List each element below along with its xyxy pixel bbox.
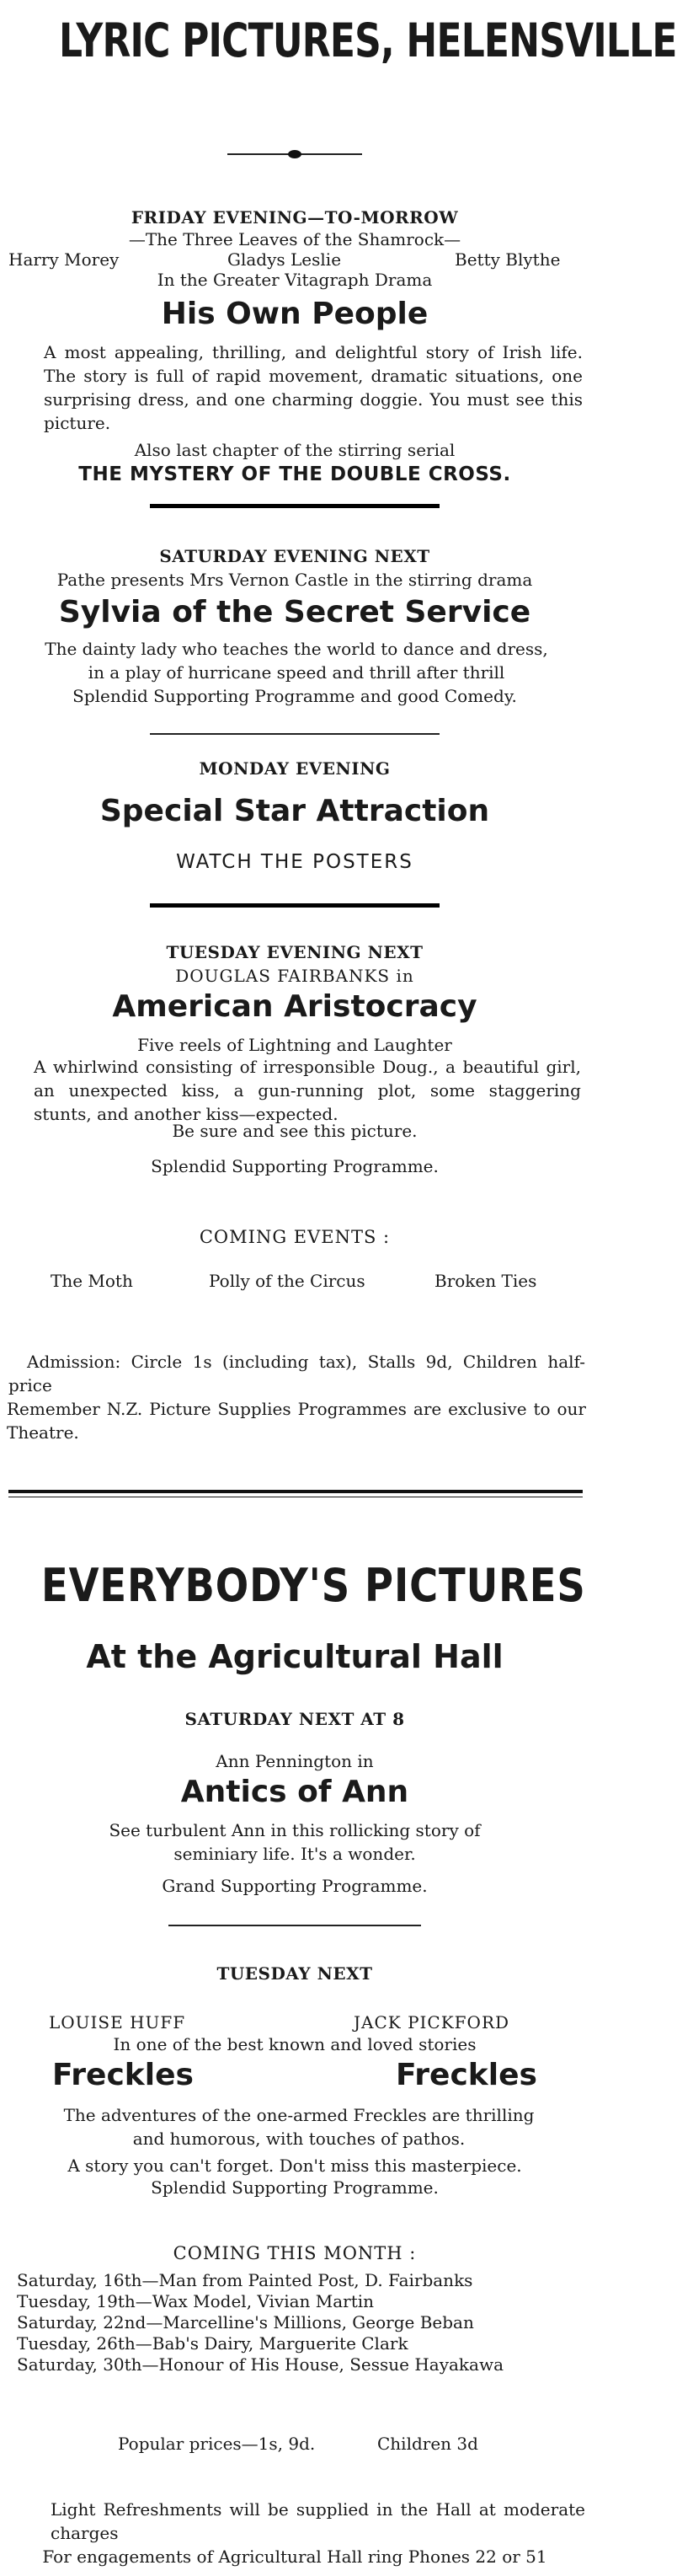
- tuesday-star: DOUGLAS FAIRBANKS in: [175, 966, 414, 986]
- phones-note: For engagements of Agricultural Hall ring Phones 22 or 51: [42, 2547, 547, 2567]
- ep-saturday-support: Grand Supporting Programme.: [162, 1876, 428, 1896]
- ep-saturday-star: Ann Pennington in: [216, 1751, 374, 1771]
- saturday-title: Sylvia of the Secret Service: [58, 595, 531, 629]
- programmes-note: Remember N.Z. Picture Supplies Programmes are exclusive to our Theatre.: [7, 1399, 586, 1443]
- coming-event: Broken Ties: [434, 1271, 537, 1291]
- saturday-support: Splendid Supporting Programme and good Comedy.: [72, 686, 517, 706]
- ad-divider: [8, 1490, 583, 1493]
- admission-text: Admission: Circle 1s (including tax), Stalls 9d, Children half-price: [8, 1352, 585, 1395]
- friday-serial-line: Also last chapter of the stirring serial: [134, 440, 456, 460]
- month-event: Saturday, 16th—Man from Painted Post, D. Fairbanks: [17, 2270, 473, 2290]
- ep-tuesday-support: Splendid Supporting Programme.: [151, 2177, 439, 2198]
- star-name: JACK PICKFORD: [354, 2012, 510, 2032]
- monday-heading: MONDAY EVENING: [199, 758, 391, 779]
- cast-member: Gladys Leslie: [227, 249, 342, 270]
- friday-heading: FRIDAY EVENING—TO-MORROW: [131, 207, 459, 228]
- section-rule: [150, 504, 440, 508]
- ornament-divider: [227, 150, 362, 158]
- section-rule: [150, 733, 440, 735]
- monday-title: Special Star Attraction: [99, 794, 490, 828]
- ep-tuesday-cant-forget: A story you can't forget. Don't miss this masterpiece.: [67, 2156, 522, 2176]
- star-name: LOUISE HUFF: [49, 2012, 186, 2032]
- popular-prices: Popular prices—1s, 9d.: [118, 2434, 316, 2454]
- saturday-intro: Pathe presents Mrs Vernon Castle in the stirring drama: [56, 570, 533, 590]
- coming-event: The Moth: [51, 1271, 133, 1291]
- tuesday-description: A whirlwind consisting of irresponsible Doug., a beautiful girl, an unexpected kiss, a gun-running plot, some staggering stunts, and another kiss—expected.: [34, 1057, 581, 1124]
- tuesday-heading: TUESDAY EVENING NEXT: [166, 942, 424, 962]
- venue-title: At the Agricultural Hall: [86, 1638, 504, 1675]
- month-event: Tuesday, 26th—Bab's Dairy, Marguerite Clark: [17, 2333, 408, 2354]
- ep-saturday-heading: SATURDAY NEXT AT 8: [184, 1709, 405, 1729]
- ep-tuesday-intro: In one of the best known and loved stories: [113, 2034, 477, 2054]
- coming-month-heading: COMING THIS MONTH :: [173, 2243, 417, 2263]
- section-rule: [168, 1925, 421, 1926]
- month-event: Tuesday, 19th—Wax Model, Vivian Martin: [17, 2291, 375, 2311]
- children-price: Children 3d: [377, 2434, 478, 2454]
- coming-events-heading: COMING EVENTS :: [199, 1227, 391, 1247]
- friday-title: His Own People: [161, 297, 429, 331]
- title-freckles-left: Freckles: [52, 2058, 194, 2092]
- ep-saturday-description: See turbulent Ann in this rollicking story of seminiary life. It's a wonder.: [109, 1820, 481, 1864]
- ep-tuesday-heading: TUESDAY NEXT: [216, 1963, 373, 1984]
- tuesday-see-line: Be sure and see this picture.: [172, 1121, 418, 1141]
- tuesday-tagline: Five reels of Lightning and Laughter: [137, 1035, 452, 1055]
- friday-studio-line: In the Greater Vitagraph Drama: [157, 270, 433, 290]
- section-rule: [150, 903, 440, 908]
- tuesday-title: American Aristocracy: [112, 989, 477, 1024]
- coming-event: Polly of the Circus: [209, 1271, 365, 1291]
- month-event: Saturday, 30th—Honour of His House, Sessue Hayakawa: [17, 2354, 504, 2375]
- refreshments-note: Light Refreshments will be supplied in the Hall at moderate charges: [51, 2499, 585, 2543]
- monday-subtitle: WATCH THE POSTERS: [176, 851, 413, 873]
- friday-serial-title: THE MYSTERY OF THE DOUBLE CROSS.: [78, 463, 511, 485]
- month-event: Saturday, 22nd—Marcelline's Millions, George Beban: [17, 2312, 474, 2332]
- saturday-description: The dainty lady who teaches the world to dance and dress, in a play of hurricane speed and thrill after thrill: [45, 639, 548, 683]
- title-freckles-right: Freckles: [396, 2058, 537, 2092]
- lyric-masthead: LYRIC PICTURES, HELENSVILLE: [59, 13, 677, 67]
- friday-subtitle: —The Three Leaves of the Shamrock—: [128, 229, 461, 249]
- ep-saturday-title: Antics of Ann: [180, 1775, 409, 1809]
- ep-tuesday-titles: [0, 2058, 589, 2095]
- friday-description: A most appealing, thrilling, and delightful story of Irish life. The story is full of rapid movement, dramatic situations, one surprising dress, and one charming doggie. You must see this picture.: [44, 342, 583, 433]
- tuesday-support: Splendid Supporting Programme.: [151, 1156, 439, 1176]
- cast-member: Betty Blythe: [455, 249, 561, 270]
- everybodys-masthead: EVERYBODY'S PICTURES: [41, 1559, 586, 1612]
- saturday-heading: SATURDAY EVENING NEXT: [159, 546, 430, 566]
- cast-member: Harry Morey: [8, 249, 120, 270]
- ep-tuesday-description: The adventures of the one-armed Freckles are thrilling and humorous, with touches of pathos.: [63, 2105, 535, 2149]
